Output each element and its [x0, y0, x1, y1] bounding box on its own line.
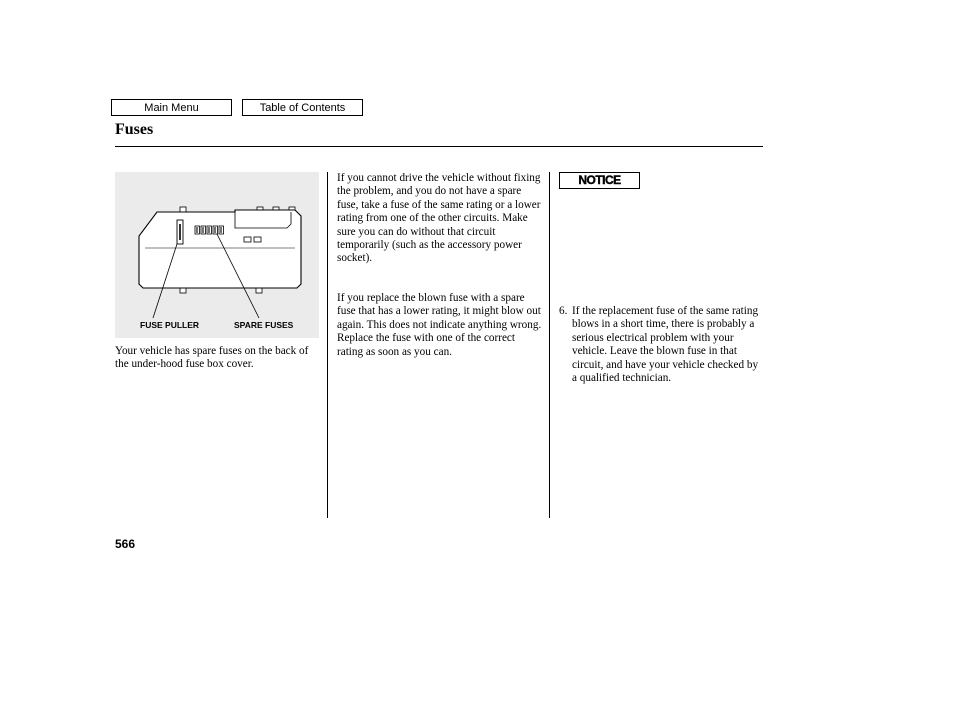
- page-title: Fuses: [115, 121, 154, 138]
- step-6: [559, 305, 764, 385]
- title-rule: [115, 146, 763, 147]
- body-paragraph-1: If you cannot drive the vehicle without fixing the problem, and you do not have a spare fuse, take a fuse of the same rating or a lower rating from one of the other circuits. Make sure you can do without that circuit temporarily (such as the accessory power socket).: [337, 172, 541, 265]
- step-number: 6.: [559, 305, 568, 317]
- table-of-contents-button[interactable]: Table of Contents: [242, 99, 363, 116]
- body-paragraph-2: If you replace the blown fuse with a spare fuse that has a lower rating, it might blow out again. This does not indicate anything wrong. Replace the fuse with one of the correct rating as soon as you can.: [337, 292, 542, 358]
- page-number: 566: [115, 537, 136, 551]
- step-text: If the replacement fuse of the same rating blows in a short time, there is probably a serious electrical problem with your vehicle. Leave the blown fuse in that circuit, and have your vehicle checked by a qualified technician.: [572, 305, 759, 385]
- fuse-puller-label: FUSE PULLER: [140, 320, 200, 330]
- column-divider-1: [327, 172, 328, 518]
- figure-caption: Your vehicle has spare fuses on the back of the under-hood fuse box cover.: [115, 345, 309, 371]
- main-menu-button[interactable]: Main Menu: [111, 99, 232, 116]
- notice-badge: NOTICE: [559, 172, 640, 189]
- spare-fuses-label: SPARE FUSES: [234, 320, 294, 330]
- fuse-box-illustration: [115, 172, 319, 338]
- column-divider-2: [549, 172, 550, 518]
- fuse-box-cover-figure: [115, 172, 319, 338]
